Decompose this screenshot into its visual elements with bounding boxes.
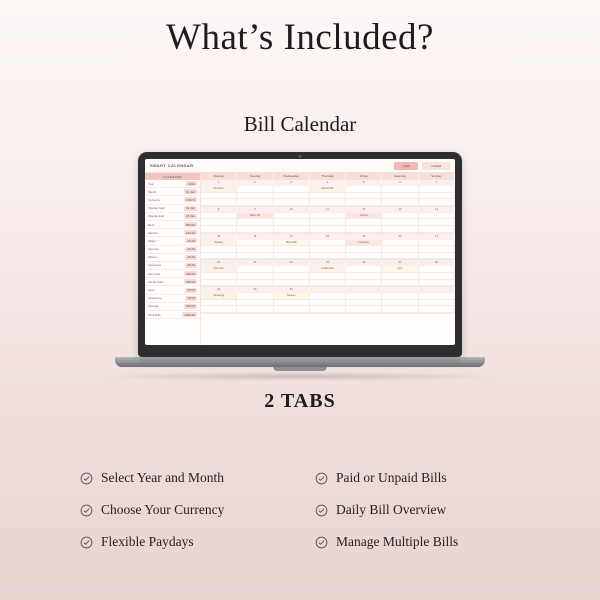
calendar-event-row <box>201 293 455 300</box>
webcam-icon <box>299 155 302 158</box>
calendar-event-cell[interactable] <box>237 253 273 260</box>
calendar-event-cell[interactable] <box>237 219 273 226</box>
calendar-date-cell[interactable]: 17 <box>274 234 310 240</box>
spreadsheet-body <box>145 173 455 345</box>
calendar-date-cell[interactable]: 2 <box>237 180 273 186</box>
calendar-event-cell[interactable] <box>310 246 346 253</box>
calendar-date-cell[interactable]: 15 <box>201 234 237 240</box>
calendar-event-cell[interactable] <box>310 293 346 300</box>
setting-value[interactable]: USD $ <box>186 197 195 202</box>
calendar-date-cell[interactable]: 31 <box>274 287 310 293</box>
calendar-event-cell[interactable] <box>346 193 382 200</box>
laptop-notch <box>273 367 327 371</box>
calendar-event-cell[interactable] <box>237 300 273 307</box>
setting-label: Rent <box>148 222 155 227</box>
weekday-header-cell: Tuesday <box>237 173 273 180</box>
calendar-event-row <box>201 213 455 220</box>
calendar-event-cell[interactable] <box>419 193 455 200</box>
weekday-header-cell: Monday <box>201 173 237 180</box>
check-circle-icon <box>80 472 93 485</box>
laptop-base <box>115 357 485 367</box>
calendar-event-cell[interactable] <box>237 186 273 193</box>
calendar-event-cell[interactable] <box>201 226 237 233</box>
feature-label: Flexible Paydays <box>101 534 194 549</box>
calendar-date-cell[interactable]: 6 <box>382 180 418 186</box>
calendar-event-cell[interactable] <box>382 246 418 253</box>
calendar-event-cell[interactable] <box>382 213 418 220</box>
calendar-event-cell[interactable] <box>274 246 310 253</box>
setting-label: Water <box>148 238 156 243</box>
calendar-date-cell[interactable]: 8 <box>201 207 237 213</box>
calendar-event-cell[interactable] <box>419 199 455 206</box>
calendar-event-cell[interactable] <box>419 280 455 287</box>
feature-item <box>80 462 285 494</box>
calendar-event-row <box>201 240 455 247</box>
calendar-event-row <box>201 306 455 313</box>
calendar-event-cell[interactable]: Credit Card <box>310 266 346 273</box>
feature-list <box>80 462 520 558</box>
calendar-event-cell[interactable]: Electric Bill <box>310 186 346 193</box>
calendar-event-cell[interactable] <box>419 226 455 233</box>
sidebar-header: CALENDAR <box>145 173 200 180</box>
calendar-date-cell[interactable]: 4 <box>310 180 346 186</box>
calendar-event-row <box>201 193 455 200</box>
calendar-event-cell[interactable] <box>382 273 418 280</box>
calendar-event-cell[interactable] <box>310 226 346 233</box>
calendar-event-cell[interactable] <box>419 306 455 313</box>
sidebar-setting-row[interactable] <box>145 278 200 286</box>
feature-item <box>315 526 520 558</box>
calendar-date-cell[interactable]: 20 <box>382 234 418 240</box>
calendar-event-cell[interactable] <box>310 240 346 247</box>
calendar-date-cell[interactable]: 21 <box>419 234 455 240</box>
calendar-event-cell[interactable] <box>419 186 455 193</box>
sidebar-setting-row[interactable] <box>145 295 200 303</box>
sidebar-setting-row[interactable] <box>145 229 200 237</box>
weekday-header-cell: Saturday <box>382 173 418 180</box>
calendar-event-cell[interactable] <box>346 273 382 280</box>
calendar-event-cell[interactable] <box>201 273 237 280</box>
calendar-date-cell[interactable]: 18 <box>310 234 346 240</box>
calendar-event-cell[interactable] <box>274 306 310 313</box>
check-circle-icon <box>80 504 93 517</box>
setting-value[interactable]: 40.00 <box>187 255 195 260</box>
calendar-date-cell[interactable]: 16 <box>237 234 273 240</box>
sidebar-setting-row[interactable] <box>145 262 200 270</box>
calendar-event-cell[interactable] <box>310 193 346 200</box>
calendar-event-cell[interactable] <box>237 266 273 273</box>
spreadsheet-app <box>145 159 455 345</box>
calendar-event-cell[interactable] <box>274 253 310 260</box>
calendar-event-cell[interactable] <box>382 193 418 200</box>
calendar-grid <box>201 173 455 345</box>
calendar-event-cell[interactable] <box>382 253 418 260</box>
calendar-event-row <box>201 280 455 287</box>
calendar-event-cell[interactable]: Payday <box>201 240 237 247</box>
sidebar-setting-row[interactable] <box>145 196 200 204</box>
sidebar-setting-row[interactable] <box>145 270 200 278</box>
calendar-event-cell[interactable] <box>274 280 310 287</box>
calendar-event-cell[interactable] <box>201 213 237 220</box>
calendar-event-cell[interactable]: Rent Due <box>201 186 237 193</box>
calendar-event-cell[interactable] <box>419 240 455 247</box>
calendar-event-cell[interactable] <box>237 293 273 300</box>
weekday-header-cell: Friday <box>346 173 382 180</box>
tab-count-label: 2 TABS <box>264 390 336 412</box>
setting-label: Electric <box>148 230 158 235</box>
calendar-event-cell[interactable] <box>237 199 273 206</box>
calendar-event-cell[interactable] <box>310 280 346 287</box>
calendar-event-cell[interactable]: Streaming <box>201 293 237 300</box>
calendar-event-cell[interactable] <box>274 193 310 200</box>
feature-item <box>315 494 520 526</box>
setting-label: Month <box>148 189 157 194</box>
sidebar-setting-row[interactable] <box>145 254 200 262</box>
calendar-event-row <box>201 246 455 253</box>
sidebar-setting-row[interactable] <box>145 213 200 221</box>
feature-item <box>80 494 285 526</box>
calendar-event-cell[interactable] <box>274 266 310 273</box>
check-circle-icon <box>315 536 328 549</box>
calendar-event-cell[interactable] <box>382 240 418 247</box>
status-filter-buttons <box>394 162 450 170</box>
setting-label: Payday End <box>148 214 165 219</box>
calendar-event-cell[interactable] <box>237 193 273 200</box>
settings-sidebar <box>145 173 201 345</box>
calendar-date-cell[interactable]: 27 <box>382 260 418 266</box>
calendar-event-cell[interactable] <box>201 193 237 200</box>
calendar-date-cell[interactable]: 14 <box>419 207 455 213</box>
laptop-mockup <box>138 152 462 381</box>
sidebar-setting-row[interactable] <box>145 205 200 213</box>
calendar-event-cell[interactable]: Internet <box>346 213 382 220</box>
setting-value[interactable]: 35.00 <box>187 288 195 293</box>
sidebar-setting-row[interactable] <box>145 311 200 319</box>
weekday-header-cell: Thursday <box>310 173 346 180</box>
sidebar-setting-row[interactable] <box>145 246 200 254</box>
feature-label: Paid or Unpaid Bills <box>336 470 447 485</box>
calendar-event-cell[interactable] <box>201 280 237 287</box>
setting-label: Gym <box>148 288 155 293</box>
calendar-event-cell[interactable] <box>237 306 273 313</box>
calendar-event-cell[interactable] <box>382 293 418 300</box>
check-circle-icon <box>315 504 328 517</box>
calendar-date-cell[interactable]: 29 <box>201 287 237 293</box>
calendar-date-cell[interactable]: 19 <box>346 234 382 240</box>
calendar-event-cell[interactable] <box>419 213 455 220</box>
setting-label: Total Bills <box>148 312 161 317</box>
calendar-event-cell[interactable] <box>419 293 455 300</box>
calendar-event-cell[interactable] <box>346 300 382 307</box>
calendar-event-cell[interactable] <box>382 199 418 206</box>
calendar-week <box>201 234 455 261</box>
calendar-date-cell[interactable]: 25 <box>310 260 346 266</box>
calendar-event-cell[interactable] <box>201 219 237 226</box>
calendar-date-cell[interactable]: 11 <box>310 207 346 213</box>
weekday-header-cell: Wednesday <box>274 173 310 180</box>
calendar-event-cell[interactable]: Gym <box>382 266 418 273</box>
calendar-event-row <box>201 186 455 193</box>
calendar-event-cell[interactable] <box>346 306 382 313</box>
calendar-event-cell[interactable] <box>237 226 273 233</box>
calendar-event-cell[interactable] <box>419 300 455 307</box>
calendar-date-cell[interactable]: 3 <box>274 180 310 186</box>
calendar-date-cell[interactable]: 12 <box>346 207 382 213</box>
calendar-event-row <box>201 219 455 226</box>
calendar-event-cell[interactable] <box>201 199 237 206</box>
setting-value[interactable]: 01 Jan <box>185 206 195 211</box>
calendar-event-cell[interactable]: Car Loan <box>201 266 237 273</box>
page-title: What’s Included? <box>166 17 434 58</box>
setting-value[interactable]: 320.00 <box>185 271 195 276</box>
calendar-event-cell[interactable]: Insurance <box>346 240 382 247</box>
calendar-event-cell[interactable] <box>310 219 346 226</box>
calendar-date-cell[interactable]: 30 <box>237 287 273 293</box>
calendar-event-cell[interactable] <box>274 186 310 193</box>
calendar-event-cell[interactable] <box>237 280 273 287</box>
sidebar-setting-row[interactable] <box>145 180 200 188</box>
setting-label: Savings <box>148 304 159 309</box>
setting-value[interactable]: 1933.00 <box>184 312 195 317</box>
setting-value[interactable]: 2024 <box>188 181 195 186</box>
calendar-event-cell[interactable] <box>201 246 237 253</box>
feature-label: Choose Your Currency <box>101 502 225 517</box>
calendar-event-cell[interactable] <box>346 253 382 260</box>
setting-value[interactable]: 150.00 <box>185 279 195 284</box>
setting-value[interactable]: 120.00 <box>185 230 195 235</box>
calendar-event-cell[interactable] <box>237 273 273 280</box>
setting-label: Streaming <box>148 296 162 301</box>
setting-value[interactable]: 60.00 <box>187 247 195 252</box>
sidebar-setting-row[interactable] <box>145 237 200 245</box>
calendar-event-cell[interactable] <box>346 280 382 287</box>
calendar-event-cell[interactable] <box>382 300 418 307</box>
setting-label: Currency <box>148 197 161 202</box>
feature-label: Manage Multiple Bills <box>336 534 459 549</box>
feature-item <box>315 462 520 494</box>
paid-button[interactable]: Paid <box>394 162 418 170</box>
calendar-event-row <box>201 253 455 260</box>
weekday-header-row <box>201 173 455 180</box>
product-subtitle: Bill Calendar <box>243 112 357 136</box>
calendar-event-cell[interactable]: Savings <box>274 293 310 300</box>
calendar-date-cell[interactable]: 26 <box>346 260 382 266</box>
check-circle-icon <box>315 472 328 485</box>
setting-label: Credit Card <box>148 279 164 284</box>
calendar-event-cell[interactable] <box>419 246 455 253</box>
calendar-event-cell[interactable] <box>201 300 237 307</box>
setting-value[interactable]: 95.00 <box>187 263 195 268</box>
setting-label: Year <box>148 181 155 186</box>
feature-label: Daily Bill Overview <box>336 502 447 517</box>
calendar-date-cell[interactable]: 23 <box>237 260 273 266</box>
setting-value[interactable]: 850.00 <box>185 222 195 227</box>
calendar-event-cell[interactable] <box>274 219 310 226</box>
sidebar-setting-row[interactable] <box>145 188 200 196</box>
calendar-event-row <box>201 199 455 206</box>
calendar-event-cell[interactable] <box>201 306 237 313</box>
unpaid-button[interactable]: Unpaid <box>422 162 450 170</box>
calendar-event-row <box>201 226 455 233</box>
spreadsheet-toolbar <box>145 159 455 173</box>
sidebar-setting-row[interactable] <box>145 286 200 294</box>
calendar-event-cell[interactable] <box>274 199 310 206</box>
setting-label: Payday Start <box>148 206 166 211</box>
setting-label: Internet <box>148 247 159 252</box>
calendar-event-cell[interactable] <box>346 246 382 253</box>
calendar-event-row <box>201 273 455 280</box>
calendar-event-cell[interactable] <box>237 246 273 253</box>
calendar-event-cell[interactable]: Phone Bill <box>274 240 310 247</box>
calendar-event-cell[interactable] <box>346 186 382 193</box>
calendar-event-row <box>201 266 455 273</box>
calendar-event-cell[interactable] <box>419 273 455 280</box>
calendar-date-cell[interactable]: 9 <box>237 207 273 213</box>
calendar-event-cell[interactable] <box>274 300 310 307</box>
calendar-date-cell[interactable]: 22 <box>201 260 237 266</box>
calendar-event-cell[interactable]: Water Bill <box>237 213 273 220</box>
calendar-date-cell[interactable]: 1 <box>201 180 237 186</box>
sidebar-setting-row[interactable] <box>145 303 200 311</box>
sidebar-setting-row[interactable] <box>145 221 200 229</box>
setting-value[interactable]: 15 Jan <box>185 214 195 219</box>
setting-value[interactable]: 200.00 <box>185 304 195 309</box>
calendar-event-cell[interactable] <box>237 240 273 247</box>
calendar-event-cell[interactable] <box>419 219 455 226</box>
laptop-body <box>138 152 462 357</box>
feature-item <box>80 526 285 558</box>
setting-value[interactable]: 01 Jan <box>185 189 195 194</box>
setting-label: Phone <box>148 255 157 260</box>
weekday-header-cell: Sunday <box>419 173 455 180</box>
calendar-event-cell[interactable] <box>346 293 382 300</box>
calendar-date-cell[interactable]: 5 <box>346 180 382 186</box>
calendar-event-cell[interactable] <box>201 253 237 260</box>
calendar-event-cell[interactable] <box>419 266 455 273</box>
calendar-date-cell[interactable]: 7 <box>419 180 455 186</box>
calendar-week <box>201 207 455 234</box>
calendar-event-cell[interactable] <box>274 226 310 233</box>
calendar-event-cell[interactable] <box>419 253 455 260</box>
calendar-event-cell[interactable] <box>274 273 310 280</box>
setting-label: Car Loan <box>148 271 161 276</box>
calendar-event-row <box>201 300 455 307</box>
calendar-week <box>201 260 455 287</box>
calendar-event-cell[interactable] <box>382 306 418 313</box>
calendar-event-cell[interactable] <box>346 266 382 273</box>
setting-value[interactable]: 45.00 <box>187 238 195 243</box>
setting-label: Insurance <box>148 263 162 268</box>
calendar-event-cell[interactable] <box>310 273 346 280</box>
calendar-event-cell[interactable] <box>310 306 346 313</box>
calendar-event-cell[interactable] <box>382 219 418 226</box>
calendar-date-cell[interactable]: 28 <box>419 260 455 266</box>
calendar-date-cell[interactable]: 10 <box>274 207 310 213</box>
calendar-event-cell[interactable] <box>382 280 418 287</box>
calendar-event-cell[interactable] <box>310 199 346 206</box>
calendar-event-cell[interactable] <box>346 199 382 206</box>
calendar-event-cell[interactable] <box>346 226 382 233</box>
feature-label: Select Year and Month <box>101 470 224 485</box>
calendar-event-cell[interactable] <box>382 186 418 193</box>
calendar-date-cell[interactable]: 13 <box>382 207 418 213</box>
calendar-event-cell[interactable] <box>274 213 310 220</box>
laptop-shadow <box>104 372 496 381</box>
calendar-week <box>201 180 455 207</box>
calendar-event-cell[interactable] <box>382 226 418 233</box>
calendar-event-cell[interactable] <box>346 219 382 226</box>
laptop-screen <box>145 159 455 345</box>
calendar-date-cell[interactable]: 24 <box>274 260 310 266</box>
calendar-event-cell[interactable] <box>310 253 346 260</box>
check-circle-icon <box>80 536 93 549</box>
calendar-event-cell[interactable] <box>310 213 346 220</box>
setting-value[interactable]: 18.00 <box>187 296 195 301</box>
calendar-week <box>201 287 455 314</box>
spreadsheet-title: SMART CALENDAR <box>150 163 194 168</box>
calendar-event-cell[interactable] <box>310 300 346 307</box>
